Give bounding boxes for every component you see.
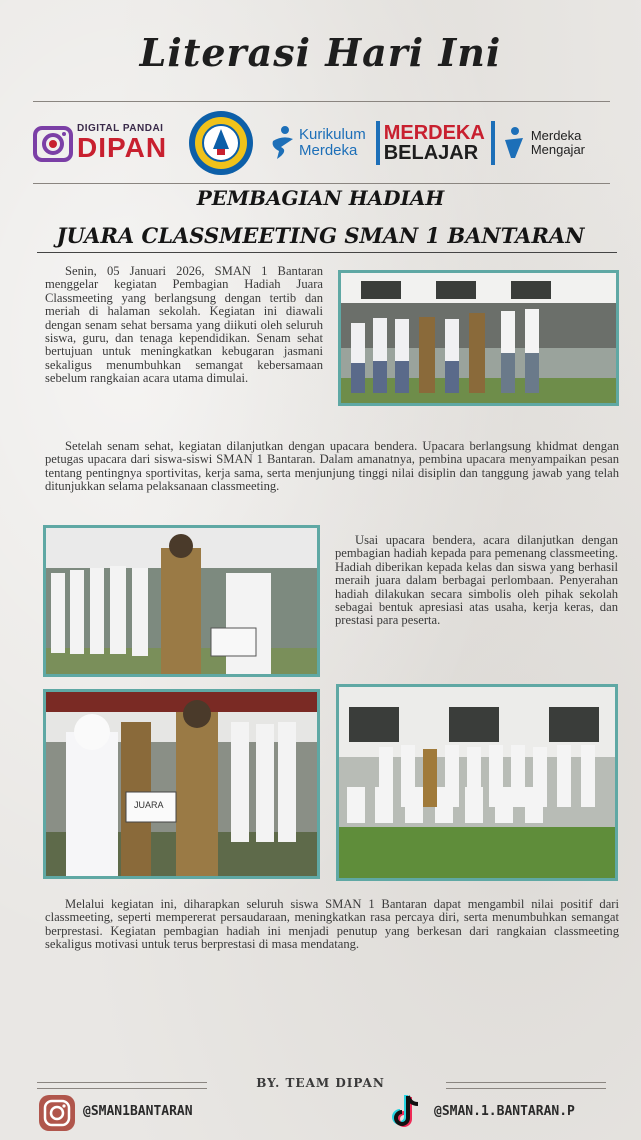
instagram-icon[interactable] <box>38 1094 76 1132</box>
instagram-handle[interactable]: @SMAN1BANTARAN <box>83 1104 193 1119</box>
kurikulum-label-2: Merdeka <box>299 142 358 159</box>
school-emblem-icon <box>187 109 255 177</box>
mengajar-label-2: Mengajar <box>530 142 586 157</box>
footer-rule-right-bottom <box>446 1088 606 1089</box>
photo-prize-handover-1 <box>43 525 320 677</box>
dipan-wordmark: DIPAN <box>77 132 168 163</box>
belajar-label-2: BELAJAR <box>383 142 479 164</box>
dipan-camera-icon <box>33 120 73 166</box>
logo-strip <box>33 108 613 178</box>
article-paragraph-1: Senin, 05 Januari 2026, SMAN 1 Bantaran menggelar kegiatan Pembagian Hadiah Juara Classmeeting yang berlangsung dengan tertib dan meriah di halaman sekolah. Kegiatan ini diawali dengan senam sehat bersama yang diikuti oleh seluruh siswa, guru, dan tenaga kependidikan. Senam sehat bertujuan untuk meningkatkan kebugaran jasmani sekaligus menumbuhkan semangat kebersamaan sebelum rangkaian acara utama dimulai. <box>45 264 323 386</box>
article-paragraph-4: Melalui kegiatan ini, diharapkan seluruh siswa SMAN 1 Bantaran dapat mengambil nilai positif dari classmeeting, seperti mempererat persaudaraan, meningkatkan rasa percaya diri, serta menumbuhkan semangat berprestasi. Kegiatan pembagian hadiah ini menjadi penutup yang berkesan dari rangkaian classmeeting sekaligus motivasi untuk terus berprestasi di masa mendatang. <box>45 897 619 952</box>
header-divider-bottom <box>33 183 610 184</box>
footer-rule-right-top <box>446 1082 606 1083</box>
dipan-logo <box>33 113 173 173</box>
merdeka-mengajar-logo <box>501 126 585 160</box>
mengajar-label-1: Merdeka <box>530 127 582 143</box>
merdeka-belajar-logo <box>376 121 495 165</box>
header-divider-top <box>33 101 610 102</box>
photo-prize-handover-2 <box>43 689 320 879</box>
belajar-label-1: MERDEKA <box>383 122 485 144</box>
mengajar-figure-icon <box>501 126 527 160</box>
photo-group-teachers-students <box>338 270 619 406</box>
prize-box-label: JUARA <box>134 800 164 810</box>
article-heading-line1: PEMBAGIAN HADIAH <box>196 186 445 210</box>
heading-underline <box>37 252 617 253</box>
article-heading-line2: JUARA CLASSMEETING SMAN 1 BANTARAN <box>56 223 585 248</box>
tiktok-handle[interactable]: @SMAN.1.BANTARAN.P <box>434 1104 575 1119</box>
article-paragraph-2: Setelah senam sehat, kegiatan dilanjutkan dengan upacara bendera. Upacara berlangsung khidmat dengan petugas upacara dari siswa-siswi SMAN 1 Bantaran. Dalam amanatnya, pembina upacara menyampaikan pesan tentang pentingnya sportivitas, kerja sama, serta menjunjung tinggi nilai disiplin dan tanggung jawab yang telah ditunjukkan selama pelaksanaan classmeeting. <box>45 439 619 494</box>
page-title: Literasi Hari Ini <box>139 30 502 75</box>
photo-winners-group <box>336 684 618 881</box>
article-paragraph-3: Usai upacara bendera, acara dilanjutkan dengan pembagian hadiah kepada para pemenang classmeeting. Hadiah diberikan kepada kelas dan siswa yang berhasil meraih juara dalam berbagai perlombaan. Penyerahan hadiah dilakukan secara simbolis oleh pihak sekolah sebagai bentuk apresiasi atas usaha, kerja keras, dan prestasi para peserta. <box>335 533 618 628</box>
school-emblem <box>187 109 255 177</box>
kurikulum-merdeka-logo <box>271 125 366 161</box>
footer-byline: BY. TEAM DIPAN <box>256 1076 385 1090</box>
kurikulum-figure-icon <box>271 125 295 161</box>
dipan-tagline: DIGITAL PANDAI <box>77 123 164 134</box>
kurikulum-label-1: Kurikulum <box>299 126 366 144</box>
tiktok-icon[interactable] <box>388 1092 424 1132</box>
